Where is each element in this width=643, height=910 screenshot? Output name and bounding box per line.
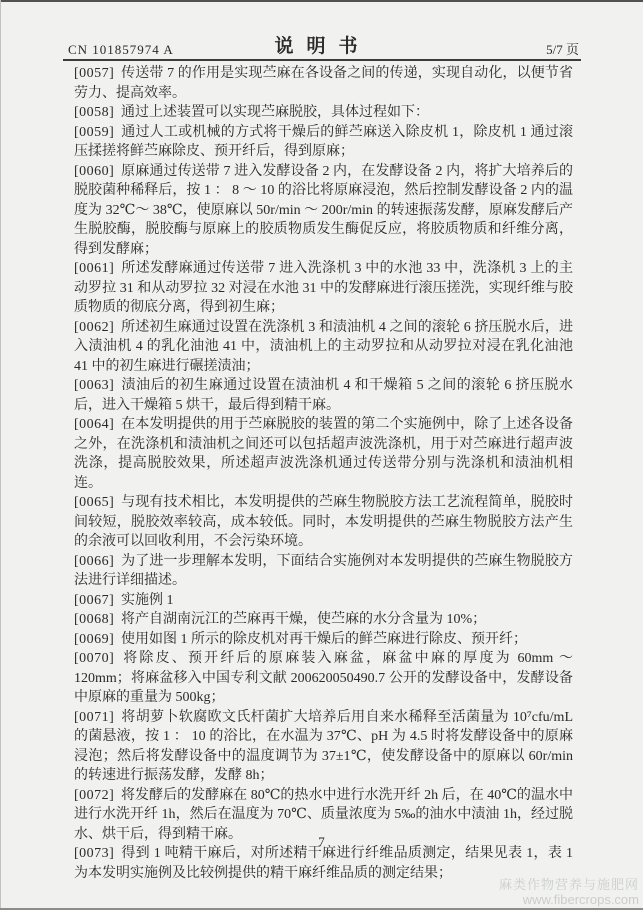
paragraph-number: [0071]: [74, 709, 115, 725]
paragraph-text: 所述发酵麻通过传送带 7 进入洗涤机 3 中的水池 33 中，洗涤机 3 上的主动罗拉 31 和从动罗拉 32 对浸在水池 31 中的发酵麻进行滚压搓洗，实现纤维与胶质物质的彻底分离，得到初生麻；: [74, 261, 573, 315]
paragraph-number: [0058]: [74, 105, 115, 120]
paragraph-text: 渍油后的初生麻通过设置在渍油机 4 和干燥箱 5 之间的滚轮 6 挤压脱水后，进入干燥箱 5 烘干，最后得到精干麻。: [74, 378, 573, 413]
document-body: [74, 64, 573, 883]
paragraph-text: 将胡萝卜软腐欧文氏杆菌扩大培养后用自来水稀释至活菌量为 10⁷cfu/mL 的菌悬液，按 1 ： 10 的浴比，在水温为 37℃、pH 为 4.5 时将发酵设备中的原麻浸泡；然后将发酵设备中的温度调节为 37±1℃，使发酵设备中的原麻以 60r/min 的转速进行振荡发酵，发酵 8h；: [74, 709, 573, 783]
paragraph-0058: [74, 103, 573, 123]
paragraph-text: 为了进一步理解本发明，下面结合实施例对本发明提供的苎麻生物脱胶方法进行详细描述。: [74, 553, 573, 588]
paragraph-text: 所述初生麻通过设置在洗涤机 3 和渍油机 4 之间的滚轮 6 挤压脱水后，进入渍油机 4 的乳化油池 41 中，渍油机上的主动罗拉和从动罗拉对浸在乳化油池 41 中的初生麻进行碾搓渍油；: [74, 319, 573, 374]
paragraph-text: 通过人工或机械的方式将干燥后的鲜苎麻送入除皮机 1，除皮机 1 通过滚压揉搓将鲜苎麻除皮、预开纤后，得到原麻；: [74, 124, 573, 159]
paragraph-0060: [74, 162, 573, 260]
paragraph-text: 在本发明提供的用于苎麻脱胶的装置的第二个实施例中，除了上述各设备之外，在洗涤机和渍油机之间还可以包括超声波洗涤机，用于对苎麻进行超声波洗涤，提高脱胶效果，所述超声波洗涤机通过传送带分别与洗涤机和渍油机相连。: [74, 417, 573, 491]
page-indicator: 5/7 页: [546, 42, 579, 57]
paragraph-0059: [74, 123, 573, 162]
paragraph-0057: [74, 64, 573, 103]
watermark: [499, 877, 639, 907]
paragraph-0068: [74, 610, 573, 630]
paragraph-number: [0059]: [74, 124, 115, 140]
header-rule: [63, 59, 581, 61]
paragraph-text: 通过上述装置可以实现苎麻脱胶，具体过程如下：: [121, 105, 429, 120]
paragraph-0071: [74, 708, 573, 786]
paragraph-text: 与现有技术相比，本发明提供的苎麻生物脱胶方法工艺流程简单，脱胶时间较短，脱胶效率较高，成本较低。同时，本发明提供的苎麻生物脱胶方法产生的余液可以回收利用，不会污染环境。: [74, 495, 573, 549]
paragraph-0070: [74, 649, 573, 708]
paragraph-number: [0061]: [74, 261, 115, 276]
paragraph-number: [0067]: [74, 592, 115, 608]
paragraph-0063: [74, 376, 573, 415]
document-number: CN 101857974 A: [68, 42, 174, 57]
paragraph-text: 实施例 1: [121, 592, 174, 608]
paragraph-0069: [74, 630, 573, 650]
paragraph-number: [0063]: [74, 378, 115, 393]
paragraph-number: [0062]: [74, 319, 115, 335]
paragraph-text: 传送带 7 的作用是实现苎麻在各设备之间的传递，实现自动化，以便节省劳力、提高效率。: [74, 66, 573, 101]
paragraph-text: 得到 1 吨精干麻后，对所述精干麻进行纤维品质测定，结果见表 1，表 1 为本发明实施例及比较例提供的精干麻纤维品质的测定结果；: [74, 846, 573, 881]
paragraph-0067: [74, 591, 573, 611]
paragraph-number: [0072]: [74, 787, 115, 803]
watermark-site-url: www.fibercrops.com: [522, 892, 639, 907]
paragraph-number: [0065]: [74, 495, 115, 510]
paragraph-0061: [74, 259, 573, 318]
paragraph-text: 使用如图 1 所示的除皮机对再干燥后的鲜苎麻进行除皮、预开纤；: [121, 631, 527, 647]
paragraph-text: 将发酵后的发酵麻在 80℃的热水中进行水洗开纤 2h 后，在 40℃的温水中进行水洗开纤 1h，然后在温度为 70℃、质量浓度为 5‰的油水中渍油 1h，经过脱水、烘干后，得到精干麻。: [74, 787, 573, 842]
paragraph-number: [0069]: [74, 631, 115, 647]
watermark-site-name: 麻类作物营养与施肥网: [498, 877, 639, 892]
document-title: 说明书: [274, 36, 371, 57]
page-header: [66, 36, 579, 58]
paragraph-0066: [74, 552, 573, 591]
paragraph-text: 原麻通过传送带 7 进入发酵设备 2 内，在发酵设备 2 内，将扩大培养后的脱胶菌种稀释后，按 1 ： 8 ～ 10 的浴比将原麻浸泡，然后控制发酵设备 2 内的温度为 32℃～ 38℃，使原麻以 50r/min ～ 200r/min 的转速振荡发酵，原麻发酵后产生脱胶酶，脱胶酶与原麻上的胶质物质发生酶促反应，将胶质物质和纤维分离，得到发酵麻；: [74, 163, 573, 257]
paragraph-text: 将产自湖南沅江的苎麻再干燥，使苎麻的水分含量为 10%；: [121, 612, 487, 627]
paragraph-number: [0060]: [74, 163, 115, 179]
paragraph-number: [0066]: [74, 553, 115, 569]
paragraph-number: [0064]: [74, 417, 115, 432]
paragraph-number: [0068]: [74, 612, 115, 627]
paragraph-number: [0070]: [74, 651, 115, 666]
paragraph-text: 将除皮、预开纤后的原麻装入麻盆，麻盆中麻的厚度为 60mm ～ 120mm；将麻盆移入中国专利文献 200620050490.7 公开的发酵设备中，发酵设备中原麻的重量为 500kg；: [74, 651, 573, 705]
paragraph-0064: [74, 415, 573, 493]
paragraph-0065: [74, 493, 573, 552]
scan-edge-top: [0, 0, 643, 2]
paragraph-0062: [74, 318, 573, 377]
page-number: 7: [318, 834, 325, 849]
paragraph-number: [0073]: [74, 846, 115, 861]
scan-edge-left: [0, 0, 1, 910]
paragraph-number: [0057]: [74, 66, 115, 81]
